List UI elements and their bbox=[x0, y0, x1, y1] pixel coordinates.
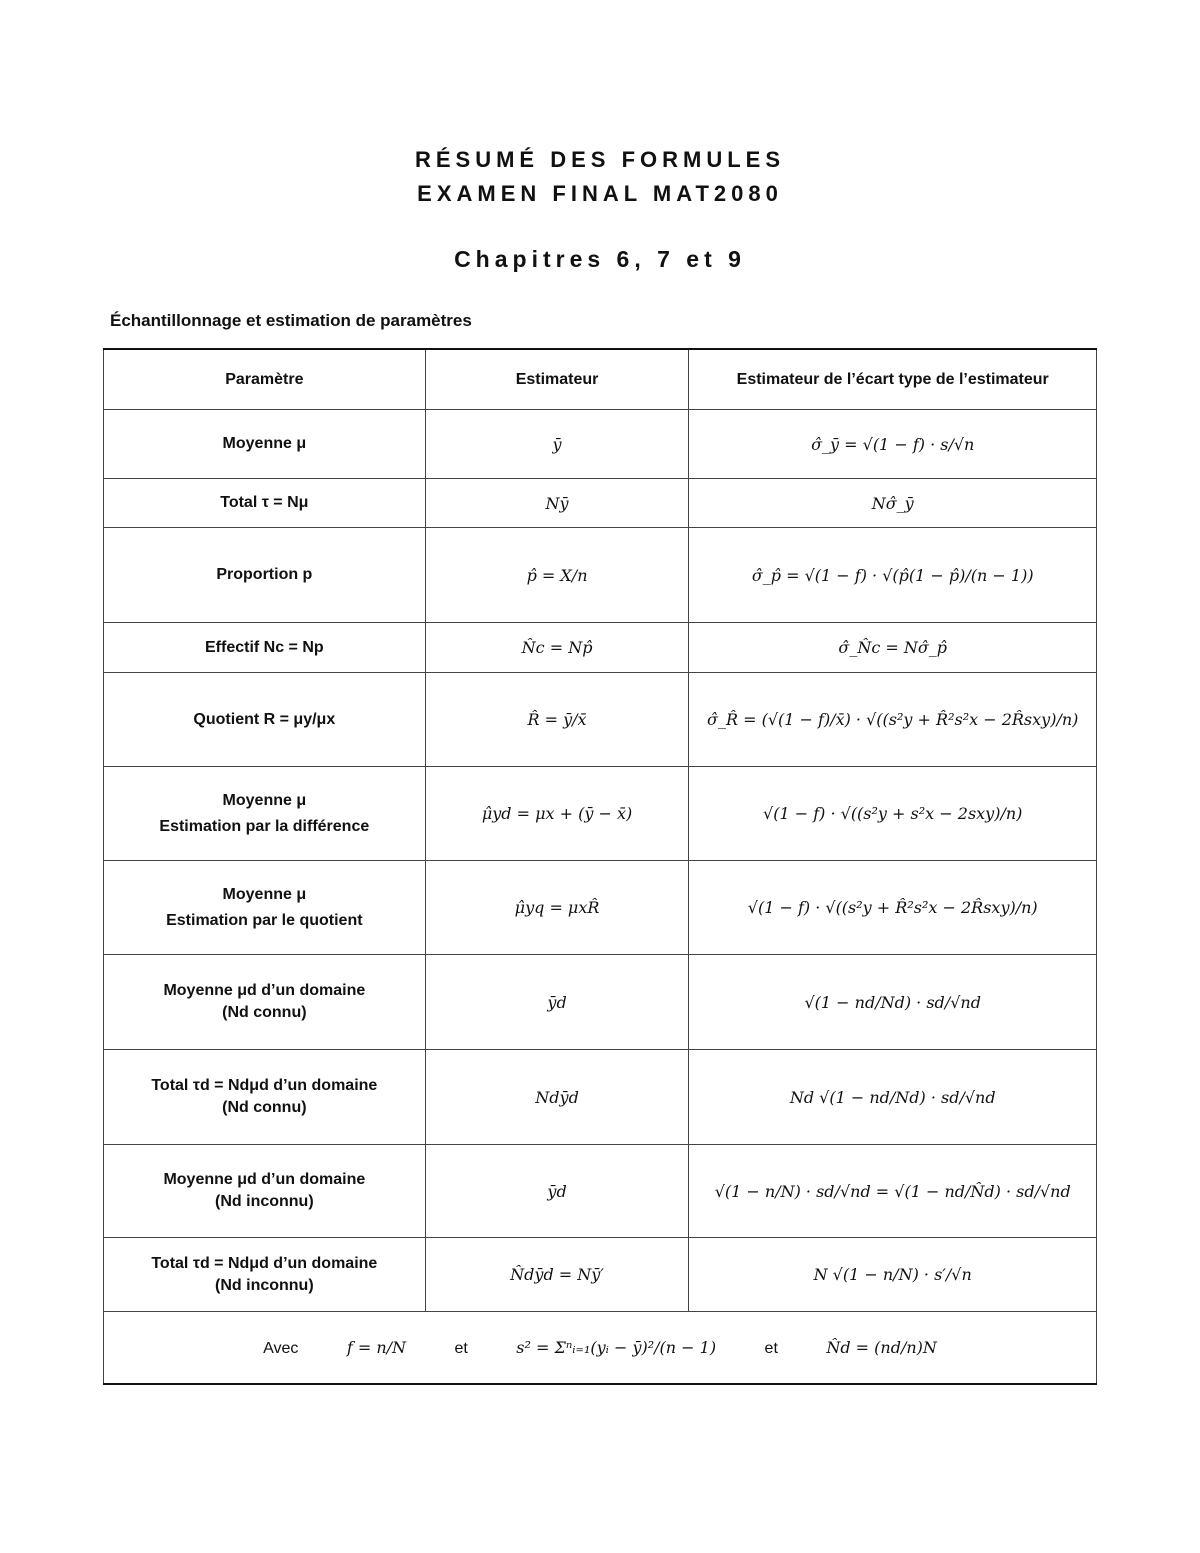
footer-s2-definition: s² = Σⁿᵢ₌₁(yᵢ − ȳ)²/(n − 1) bbox=[516, 1337, 717, 1357]
estimator-cell bbox=[425, 410, 689, 479]
stderr-formula: σ̂_p̂ = √(1 − f) · √(p̂(1 − p̂)/(n − 1)) bbox=[751, 565, 1034, 585]
estimator-cell bbox=[425, 623, 689, 673]
footer-cell bbox=[104, 1312, 1097, 1385]
estimator-formula: N̂dȳd = Nȳ′ bbox=[510, 1265, 604, 1284]
estimator-formula: ȳd bbox=[547, 992, 567, 1012]
param-cell bbox=[104, 1050, 426, 1145]
param-sublabel: Estimation par le quotient bbox=[166, 911, 363, 929]
stderr-cell bbox=[689, 479, 1097, 528]
param-sublabel: (Nd inconnu) bbox=[215, 1276, 314, 1294]
param-cell bbox=[104, 1145, 426, 1238]
table-row bbox=[104, 528, 1097, 623]
footer-f-definition: f = n/N bbox=[346, 1337, 407, 1357]
param-cell bbox=[104, 528, 426, 623]
param-sublabel: Estimation par la différence bbox=[159, 817, 370, 835]
table-row bbox=[104, 1238, 1097, 1312]
param-sublabel: (Nd inconnu) bbox=[215, 1193, 314, 1210]
table-header-row bbox=[104, 349, 1097, 410]
table-row bbox=[104, 410, 1097, 479]
page-title-line-2: EXAMEN FINAL MAT2080 bbox=[417, 181, 783, 206]
param-cell bbox=[104, 1238, 426, 1312]
estimator-formula: ȳd bbox=[547, 1181, 567, 1201]
stderr-formula: σ̂_N̂c = Nσ̂_p̂ bbox=[838, 638, 948, 657]
param-cell bbox=[104, 479, 426, 528]
page-subtitle: Chapitres 6, 7 et 9 bbox=[454, 246, 746, 272]
table-row bbox=[104, 955, 1097, 1050]
column-header-parametre: Paramètre bbox=[104, 349, 426, 410]
footer-nd-definition: N̂d = (nd/n)N bbox=[826, 1337, 937, 1357]
param-cell bbox=[104, 955, 426, 1050]
footer-et-label-1: et bbox=[454, 1339, 468, 1357]
param-label: Moyenne μ bbox=[222, 435, 307, 452]
param-sublabel: (Nd connu) bbox=[222, 1099, 307, 1116]
stderr-cell bbox=[689, 410, 1097, 479]
estimator-formula: Nȳ bbox=[545, 493, 569, 513]
param-cell bbox=[104, 861, 426, 955]
table-row bbox=[104, 623, 1097, 673]
stderr-cell bbox=[689, 673, 1097, 767]
estimator-cell bbox=[425, 1050, 689, 1145]
table-row bbox=[104, 479, 1097, 528]
title-block bbox=[0, 143, 1200, 211]
footer-et-label-2: et bbox=[764, 1339, 778, 1357]
stderr-cell bbox=[689, 1050, 1097, 1145]
stderr-formula: √(1 − n/N) · sd/√nd = √(1 − nd/N̂d) · sd/√nd bbox=[714, 1181, 1071, 1201]
param-sublabel: (Nd connu) bbox=[222, 1004, 307, 1021]
param-label: Proportion p bbox=[216, 566, 313, 583]
stderr-cell bbox=[689, 528, 1097, 623]
stderr-cell bbox=[689, 623, 1097, 673]
stderr-formula: √(1 − nd/Nd) · sd/√nd bbox=[804, 992, 981, 1012]
estimator-formula: N̂c = Np̂ bbox=[521, 638, 593, 657]
stderr-cell bbox=[689, 1238, 1097, 1312]
param-label: Moyenne μd d’un domaine bbox=[163, 982, 366, 999]
estimator-cell bbox=[425, 955, 689, 1050]
param-cell bbox=[104, 673, 426, 767]
footer-avec-label: Avec bbox=[263, 1339, 299, 1357]
column-header-estimateur: Estimateur bbox=[425, 349, 689, 410]
page-title-line-1: RÉSUMÉ DES FORMULES bbox=[414, 147, 786, 172]
param-label: Effectif Nc = Np bbox=[204, 638, 324, 656]
estimator-cell bbox=[425, 673, 689, 767]
stderr-cell bbox=[689, 861, 1097, 955]
table-row bbox=[104, 1050, 1097, 1145]
stderr-cell bbox=[689, 955, 1097, 1050]
stderr-formula: Nσ̂_ȳ bbox=[871, 493, 914, 513]
param-label: Moyenne μd d’un domaine bbox=[163, 1171, 366, 1188]
stderr-formula: √(1 − f) · √((s²y + R̂²s²x − 2R̂sxy)/n) bbox=[747, 898, 1038, 917]
column-header-ecart-type: Estimateur de l’écart type de l’estimateur bbox=[689, 349, 1097, 410]
stderr-formula: √(1 − f) · √((s²y + s²x − 2sxy)/n) bbox=[763, 804, 1023, 823]
estimator-formula: μ̂yq = μxR̂ bbox=[514, 898, 600, 917]
param-label: Quotient R = μy/μx bbox=[193, 710, 336, 728]
param-label: Total τ = Nμ bbox=[220, 494, 309, 511]
section-heading: Échantillonnage et estimation de paramètres bbox=[110, 311, 472, 330]
stderr-cell bbox=[689, 767, 1097, 861]
estimator-formula: R̂ = ȳ/x̄ bbox=[527, 710, 587, 729]
table-row bbox=[104, 861, 1097, 955]
table-row bbox=[104, 673, 1097, 767]
param-label: Total τd = Ndμd d’un domaine bbox=[151, 1077, 378, 1094]
stderr-cell bbox=[689, 1145, 1097, 1238]
table-row bbox=[104, 1145, 1097, 1238]
estimator-cell bbox=[425, 1238, 689, 1312]
estimator-cell bbox=[425, 1145, 689, 1238]
estimator-formula: μ̂yd = μx + (ȳ − x̄) bbox=[481, 804, 633, 823]
param-cell bbox=[104, 623, 426, 673]
formula-table bbox=[103, 348, 1097, 1385]
stderr-formula: Nd √(1 − nd/Nd) · sd/√nd bbox=[789, 1087, 996, 1107]
estimator-cell bbox=[425, 861, 689, 955]
param-label: Moyenne μ bbox=[222, 791, 307, 809]
estimator-cell bbox=[425, 767, 689, 861]
stderr-formula: N √(1 − n/N) · s′/√n bbox=[813, 1265, 972, 1284]
param-label: Total τd = Ndμd d’un domaine bbox=[151, 1254, 378, 1272]
estimator-cell bbox=[425, 528, 689, 623]
estimator-formula: ȳ bbox=[552, 434, 562, 454]
param-cell bbox=[104, 767, 426, 861]
estimator-formula: p̂ = X/n bbox=[526, 565, 588, 585]
estimator-cell bbox=[425, 479, 689, 528]
param-label: Moyenne μ bbox=[222, 885, 307, 903]
table-footer-row bbox=[104, 1312, 1097, 1385]
stderr-formula: σ̂_ȳ = √(1 − f) · s/√n bbox=[811, 434, 975, 454]
stderr-formula: σ̂_R̂ = (√(1 − f)/x̄) · √((s²y + R̂²s²x − 2R̂sxy)/n) bbox=[707, 710, 1079, 729]
param-cell bbox=[104, 410, 426, 479]
estimator-formula: Ndȳd bbox=[535, 1087, 579, 1107]
table-row bbox=[104, 767, 1097, 861]
